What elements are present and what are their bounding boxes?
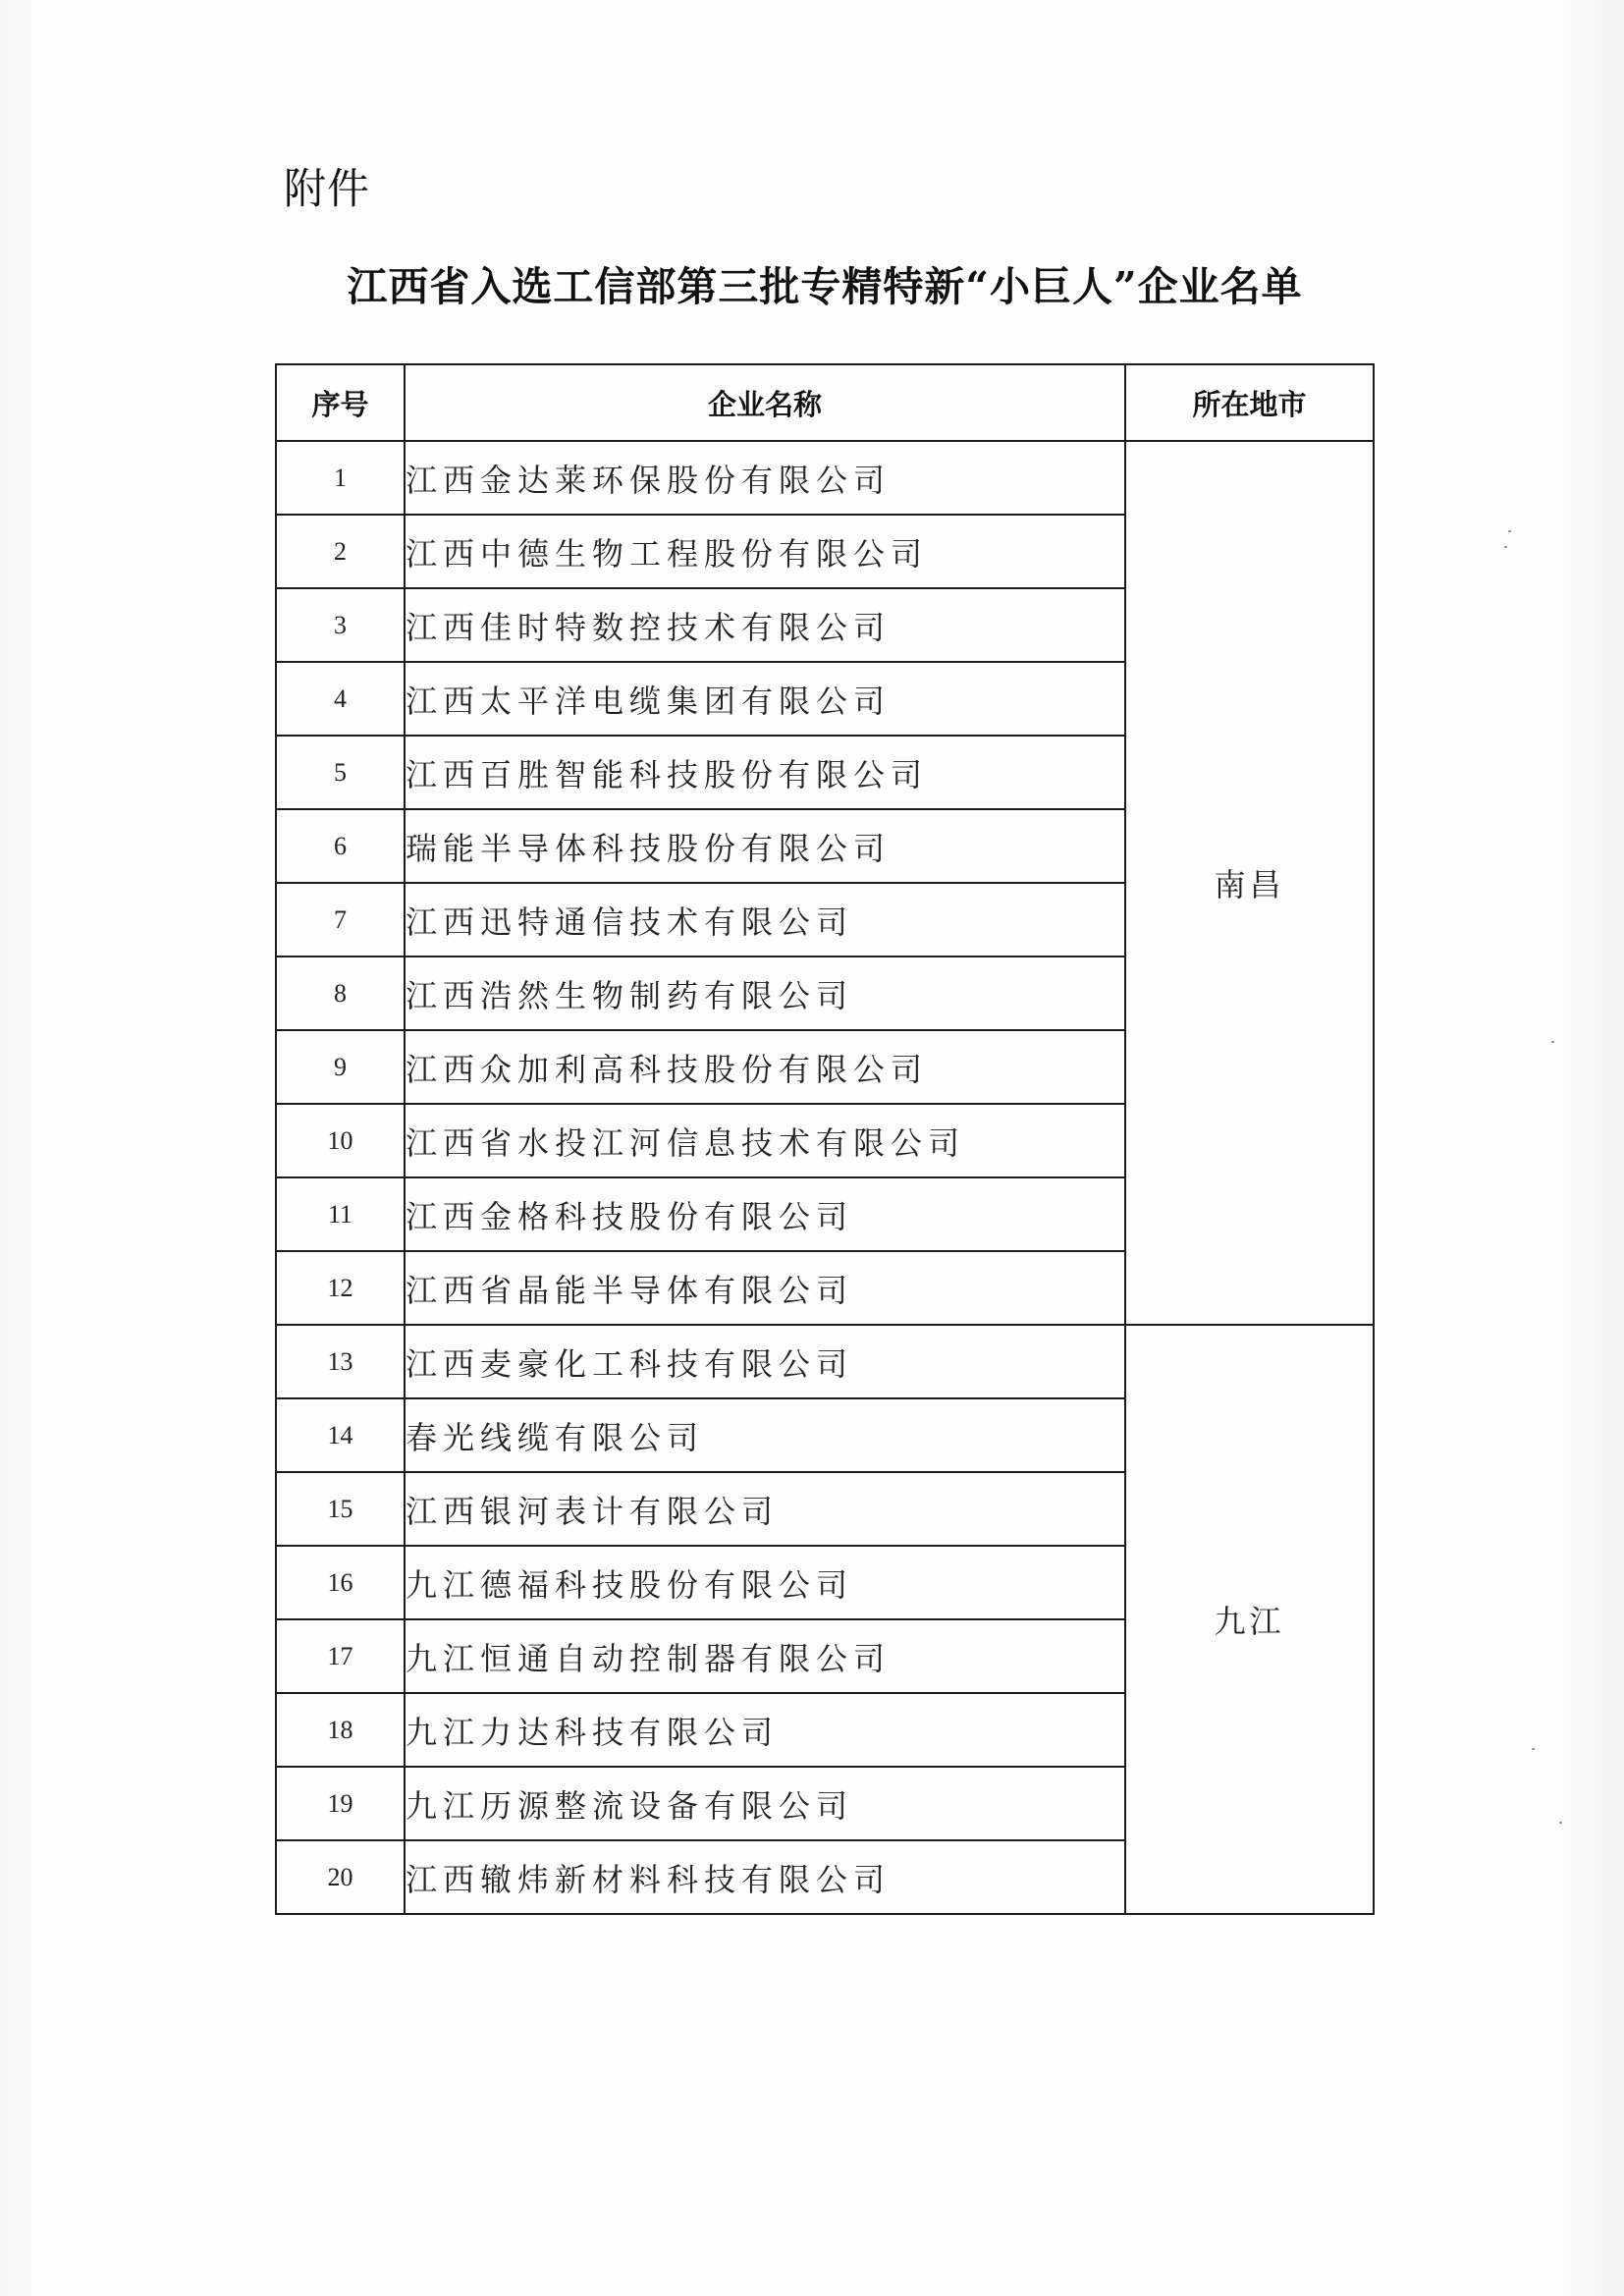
scan-edge-left [0,0,39,2296]
company-name-cell: 九江力达科技有限公司 [405,1693,1125,1767]
table-body [276,441,1374,1914]
serial-number-cell: 16 [276,1546,405,1619]
serial-number-cell: 11 [276,1177,405,1251]
table-header-row [276,364,1374,441]
company-name-cell: 江西浩然生物制药有限公司 [405,957,1125,1030]
company-name-cell: 江西金格科技股份有限公司 [405,1177,1125,1251]
company-name-cell: 江西百胜智能科技股份有限公司 [405,736,1125,809]
scan-speck [1508,530,1511,532]
company-name-cell: 江西众加利高科技股份有限公司 [405,1030,1125,1104]
scan-speck [1532,1748,1535,1750]
serial-number-cell: 12 [276,1251,405,1325]
company-name-cell: 九江德福科技股份有限公司 [405,1546,1125,1619]
serial-number-cell: 14 [276,1398,405,1472]
serial-number-cell: 9 [276,1030,405,1104]
serial-number-cell: 7 [276,883,405,957]
company-name-cell: 江西银河表计有限公司 [405,1472,1125,1546]
company-name-cell: 江西麦豪化工科技有限公司 [405,1325,1125,1398]
serial-number-cell: 1 [276,441,405,515]
serial-number-cell: 15 [276,1472,405,1546]
attachment-label: 附件 [284,165,370,214]
serial-number-cell: 3 [276,588,405,662]
header-serial-number: 序号 [276,364,405,441]
company-name-cell: 江西迅特通信技术有限公司 [405,883,1125,957]
serial-number-cell: 18 [276,1693,405,1767]
city-cell: 九江 [1125,1325,1374,1914]
company-name-cell: 瑞能半导体科技股份有限公司 [405,809,1125,883]
company-name-cell: 江西中德生物工程股份有限公司 [405,515,1125,588]
company-name-cell: 江西省水投江河信息技术有限公司 [405,1104,1125,1177]
serial-number-cell: 2 [276,515,405,588]
company-name-cell: 九江恒通自动控制器有限公司 [405,1619,1125,1693]
serial-number-cell: 6 [276,809,405,883]
company-name-cell: 江西省晶能半导体有限公司 [405,1251,1125,1325]
table-row [276,441,1374,515]
serial-number-cell: 10 [276,1104,405,1177]
serial-number-cell: 19 [276,1767,405,1840]
scan-speck [1559,1822,1562,1824]
serial-number-cell: 4 [276,662,405,736]
serial-number-cell: 17 [276,1619,405,1693]
header-city: 所在地市 [1125,364,1374,441]
company-name-cell: 九江历源整流设备有限公司 [405,1767,1125,1840]
table-row [276,1325,1374,1398]
header-company-name: 企业名称 [405,364,1125,441]
city-cell: 南昌 [1125,441,1374,1325]
company-name-cell: 江西金达莱环保股份有限公司 [405,441,1125,515]
company-list-table [275,363,1375,1915]
scan-edge-right [1555,0,1624,2296]
scan-speck [1504,546,1507,548]
scan-speck [1551,1041,1554,1043]
serial-number-cell: 20 [276,1840,405,1914]
company-name-cell: 江西辙炜新材料科技有限公司 [405,1840,1125,1914]
document-title: 江西省入选工信部第三批专精特新“小巨人”企业名单 [347,263,1303,310]
serial-number-cell: 8 [276,957,405,1030]
serial-number-cell: 5 [276,736,405,809]
company-name-cell: 江西太平洋电缆集团有限公司 [405,662,1125,736]
company-name-cell: 春光线缆有限公司 [405,1398,1125,1472]
serial-number-cell: 13 [276,1325,405,1398]
company-name-cell: 江西佳时特数控技术有限公司 [405,588,1125,662]
